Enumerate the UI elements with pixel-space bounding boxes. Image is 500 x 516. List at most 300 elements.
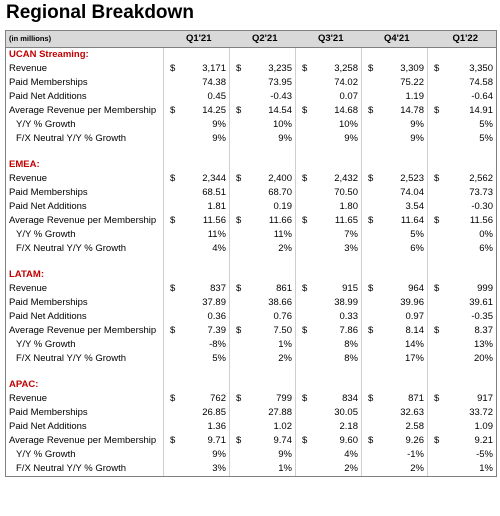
currency-symbol — [362, 118, 374, 132]
row-label: Y/Y % Growth — [6, 338, 164, 352]
column-header: Q3'21 — [296, 31, 362, 48]
empty-cell — [164, 268, 176, 282]
cell-value: 14.91 — [440, 104, 497, 118]
empty-cell — [164, 48, 176, 63]
currency-symbol — [362, 406, 374, 420]
cell-value: 9.26 — [374, 434, 428, 448]
currency-symbol: $ — [236, 215, 242, 226]
cell-value: 14% — [374, 338, 428, 352]
units-label: (in millions) — [6, 31, 164, 48]
cell-value: 74.04 — [374, 186, 428, 200]
cell-value: 2,432 — [308, 172, 362, 186]
empty-cell — [230, 158, 242, 172]
cell-value: 37.89 — [176, 296, 230, 310]
currency-symbol — [296, 132, 308, 146]
currency-symbol — [296, 76, 308, 90]
currency-symbol — [164, 76, 176, 90]
cell-value: 14.54 — [242, 104, 296, 118]
cell-value: 9.74 — [242, 434, 296, 448]
section-heading-row — [6, 378, 497, 392]
row-label: Revenue — [6, 172, 164, 186]
cell-value: 68.70 — [242, 186, 296, 200]
regional-breakdown-table — [5, 30, 497, 477]
cell-value: 8.37 — [440, 324, 497, 338]
cell-value: 915 — [308, 282, 362, 296]
currency-symbol — [296, 186, 308, 200]
empty-cell — [440, 48, 497, 63]
cell-value: 10% — [242, 118, 296, 132]
cell-value: 75.22 — [374, 76, 428, 90]
cell-value: 27.88 — [242, 406, 296, 420]
cell-value: 13% — [440, 338, 497, 352]
currency-symbol — [428, 76, 440, 90]
cell-value: 11.65 — [308, 214, 362, 228]
table-row — [6, 104, 497, 118]
empty-cell — [362, 268, 374, 282]
currency-symbol — [230, 420, 242, 434]
spacer-cell — [176, 366, 230, 378]
table-row — [6, 310, 497, 324]
table-row — [6, 434, 497, 448]
currency-symbol — [230, 132, 242, 146]
currency-symbol: $ — [164, 214, 176, 228]
cell-value: 2,523 — [374, 172, 428, 186]
currency-symbol — [164, 352, 176, 366]
row-label: Average Revenue per Membership — [6, 104, 164, 118]
spacer-cell — [176, 256, 230, 268]
row-label: Average Revenue per Membership — [6, 434, 164, 448]
cell-value: 14.78 — [374, 104, 428, 118]
currency-symbol — [428, 462, 440, 477]
empty-cell — [242, 48, 296, 63]
currency-symbol — [362, 420, 374, 434]
row-label: Paid Memberships — [6, 186, 164, 200]
currency-symbol — [230, 338, 242, 352]
section-heading: LATAM: — [6, 268, 164, 282]
cell-value: 6% — [440, 242, 497, 256]
page-title: Regional Breakdown — [6, 2, 194, 23]
spacer-cell — [164, 146, 176, 158]
currency-symbol: $ — [302, 173, 308, 184]
currency-symbol: $ — [164, 282, 176, 296]
cell-value: -8% — [176, 338, 230, 352]
cell-value: 8% — [308, 352, 362, 366]
cell-value: 1.09 — [440, 420, 497, 434]
spacer-cell — [308, 256, 362, 268]
spacer-cell — [428, 366, 440, 378]
currency-symbol: $ — [434, 393, 440, 404]
empty-cell — [374, 158, 428, 172]
cell-value: 0.19 — [242, 200, 296, 214]
currency-symbol: $ — [302, 63, 308, 74]
cell-value: 0.33 — [308, 310, 362, 324]
cell-value: 11% — [242, 228, 296, 242]
table-row — [6, 62, 497, 76]
currency-symbol: $ — [236, 63, 242, 74]
cell-value: 9.60 — [308, 434, 362, 448]
cell-value: 1% — [242, 338, 296, 352]
currency-symbol — [428, 242, 440, 256]
spacer-cell — [308, 146, 362, 158]
currency-symbol — [230, 90, 242, 104]
cell-value: -0.64 — [440, 90, 497, 104]
spacer-cell — [428, 256, 440, 268]
cell-value: 68.51 — [176, 186, 230, 200]
table-body — [6, 48, 497, 477]
currency-symbol — [164, 242, 176, 256]
currency-symbol — [230, 310, 242, 324]
spacer-cell — [296, 146, 308, 158]
currency-symbol: $ — [368, 325, 374, 336]
cell-value: 9% — [374, 132, 428, 146]
empty-cell — [440, 268, 497, 282]
currency-symbol: $ — [434, 325, 440, 336]
currency-symbol — [230, 406, 242, 420]
spacer-cell — [440, 256, 497, 268]
currency-symbol: $ — [164, 324, 176, 338]
cell-value: -5% — [440, 448, 497, 462]
cell-value: -0.30 — [440, 200, 497, 214]
cell-value: 9.71 — [176, 434, 230, 448]
section-heading-row — [6, 158, 497, 172]
currency-symbol — [164, 132, 176, 146]
currency-symbol — [164, 186, 176, 200]
cell-value: 861 — [242, 282, 296, 296]
currency-symbol — [362, 90, 374, 104]
cell-value: 2,562 — [440, 172, 497, 186]
currency-symbol: $ — [302, 393, 308, 404]
table-row — [6, 228, 497, 242]
cell-value: 2.18 — [308, 420, 362, 434]
currency-symbol — [362, 352, 374, 366]
currency-symbol — [296, 118, 308, 132]
cell-value: 871 — [374, 392, 428, 406]
empty-cell — [164, 158, 176, 172]
row-label: Average Revenue per Membership — [6, 214, 164, 228]
empty-cell — [374, 268, 428, 282]
currency-symbol: $ — [236, 105, 242, 116]
spacer-cell — [230, 366, 242, 378]
empty-cell — [374, 378, 428, 392]
cell-value: 74.02 — [308, 76, 362, 90]
currency-symbol — [428, 406, 440, 420]
empty-cell — [242, 378, 296, 392]
cell-value: 11.56 — [440, 214, 497, 228]
cell-value: 1.36 — [176, 420, 230, 434]
empty-cell — [362, 48, 374, 63]
table-row — [6, 132, 497, 146]
table-row — [6, 406, 497, 420]
currency-symbol — [296, 448, 308, 462]
spacer-cell — [242, 366, 296, 378]
currency-symbol: $ — [236, 283, 242, 294]
currency-symbol — [296, 406, 308, 420]
currency-symbol — [296, 90, 308, 104]
spacer-cell — [230, 256, 242, 268]
cell-value: 1.80 — [308, 200, 362, 214]
currency-symbol — [296, 310, 308, 324]
table-row — [6, 282, 497, 296]
empty-cell — [308, 158, 362, 172]
currency-symbol — [428, 90, 440, 104]
spacer-cell — [164, 256, 176, 268]
table-row — [6, 118, 497, 132]
spacer-row — [6, 256, 497, 268]
cell-value: 837 — [176, 282, 230, 296]
cell-value: 2,400 — [242, 172, 296, 186]
currency-symbol — [230, 76, 242, 90]
currency-symbol: $ — [434, 215, 440, 226]
currency-symbol: $ — [368, 435, 374, 446]
cell-value: 4% — [176, 242, 230, 256]
cell-value: 1.81 — [176, 200, 230, 214]
table-row — [6, 242, 497, 256]
currency-symbol — [230, 200, 242, 214]
row-label: Revenue — [6, 282, 164, 296]
currency-symbol: $ — [368, 173, 374, 184]
spacer-cell — [362, 366, 374, 378]
cell-value: 14.68 — [308, 104, 362, 118]
cell-value: 2% — [242, 352, 296, 366]
spacer-cell — [374, 366, 428, 378]
spacer-row — [6, 146, 497, 158]
empty-cell — [242, 268, 296, 282]
cell-value: 11% — [176, 228, 230, 242]
empty-cell — [230, 268, 242, 282]
currency-symbol — [428, 200, 440, 214]
cell-value: 2% — [242, 242, 296, 256]
cell-value: 2.58 — [374, 420, 428, 434]
currency-symbol: $ — [434, 105, 440, 116]
currency-symbol — [428, 420, 440, 434]
row-label: Paid Memberships — [6, 296, 164, 310]
cell-value: 74.58 — [440, 76, 497, 90]
currency-symbol — [164, 118, 176, 132]
currency-symbol — [164, 338, 176, 352]
cell-value: 5% — [440, 118, 497, 132]
currency-symbol — [428, 352, 440, 366]
cell-value: 32.63 — [374, 406, 428, 420]
cell-value: 3,258 — [308, 62, 362, 76]
cell-value: 17% — [374, 352, 428, 366]
currency-symbol: $ — [368, 63, 374, 74]
currency-symbol — [164, 310, 176, 324]
cell-value: 14.25 — [176, 104, 230, 118]
column-header: Q1'21 — [164, 31, 230, 48]
cell-value: 0.45 — [176, 90, 230, 104]
currency-symbol — [428, 296, 440, 310]
table-row — [6, 296, 497, 310]
spacer-cell — [6, 366, 164, 378]
currency-symbol: $ — [302, 215, 308, 226]
spacer-cell — [296, 256, 308, 268]
cell-value: 11.64 — [374, 214, 428, 228]
currency-symbol — [428, 118, 440, 132]
cell-value: 0.36 — [176, 310, 230, 324]
spacer-cell — [6, 256, 164, 268]
cell-value: 9% — [308, 132, 362, 146]
cell-value: 2,344 — [176, 172, 230, 186]
currency-symbol — [428, 186, 440, 200]
cell-value: 10% — [308, 118, 362, 132]
cell-value: 73.95 — [242, 76, 296, 90]
currency-symbol: $ — [302, 283, 308, 294]
currency-symbol — [296, 242, 308, 256]
cell-value: -0.35 — [440, 310, 497, 324]
table-row — [6, 324, 497, 338]
cell-value: 4% — [308, 448, 362, 462]
cell-value: 964 — [374, 282, 428, 296]
cell-value: 38.99 — [308, 296, 362, 310]
currency-symbol — [230, 242, 242, 256]
cell-value: 9% — [242, 448, 296, 462]
spacer-cell — [374, 146, 428, 158]
cell-value: 5% — [374, 228, 428, 242]
empty-cell — [176, 378, 230, 392]
currency-symbol — [362, 228, 374, 242]
currency-symbol — [362, 296, 374, 310]
currency-symbol: $ — [302, 435, 308, 446]
spacer-cell — [242, 256, 296, 268]
empty-cell — [440, 158, 497, 172]
row-label: Y/Y % Growth — [6, 228, 164, 242]
column-header: Q2'21 — [230, 31, 296, 48]
cell-value: 7.86 — [308, 324, 362, 338]
currency-symbol: $ — [434, 435, 440, 446]
row-label: Revenue — [6, 62, 164, 76]
empty-cell — [374, 48, 428, 63]
row-label: Y/Y % Growth — [6, 118, 164, 132]
cell-value: -1% — [374, 448, 428, 462]
table-row — [6, 338, 497, 352]
cell-value: 39.96 — [374, 296, 428, 310]
cell-value: 0.07 — [308, 90, 362, 104]
row-label: Paid Memberships — [6, 76, 164, 90]
currency-symbol — [230, 296, 242, 310]
row-label: Revenue — [6, 392, 164, 406]
empty-cell — [176, 48, 230, 63]
cell-value: 2% — [308, 462, 362, 477]
cell-value: 11.66 — [242, 214, 296, 228]
spacer-cell — [374, 256, 428, 268]
row-label: Paid Memberships — [6, 406, 164, 420]
empty-cell — [428, 268, 440, 282]
cell-value: 1.02 — [242, 420, 296, 434]
spacer-cell — [428, 146, 440, 158]
currency-symbol — [296, 296, 308, 310]
currency-symbol — [362, 242, 374, 256]
currency-symbol — [296, 200, 308, 214]
table-row — [6, 392, 497, 406]
currency-symbol: $ — [434, 63, 440, 74]
cell-value: 834 — [308, 392, 362, 406]
cell-value: 917 — [440, 392, 497, 406]
currency-symbol — [362, 186, 374, 200]
cell-value: 3,309 — [374, 62, 428, 76]
currency-symbol — [230, 118, 242, 132]
currency-symbol: $ — [302, 325, 308, 336]
spacer-cell — [230, 146, 242, 158]
row-label: F/X Neutral Y/Y % Growth — [6, 462, 164, 477]
spacer-cell — [176, 146, 230, 158]
empty-cell — [362, 378, 374, 392]
currency-symbol — [428, 448, 440, 462]
empty-cell — [176, 158, 230, 172]
cell-value: 38.66 — [242, 296, 296, 310]
empty-cell — [296, 268, 308, 282]
cell-value: 30.05 — [308, 406, 362, 420]
spacer-cell — [362, 256, 374, 268]
empty-cell — [242, 158, 296, 172]
cell-value: 74.38 — [176, 76, 230, 90]
currency-symbol: $ — [164, 392, 176, 406]
cell-value: 0.97 — [374, 310, 428, 324]
cell-value: 5% — [440, 132, 497, 146]
currency-symbol — [362, 310, 374, 324]
cell-value: 20% — [440, 352, 497, 366]
currency-symbol — [428, 338, 440, 352]
cell-value: 762 — [176, 392, 230, 406]
currency-symbol — [362, 338, 374, 352]
cell-value: 7.39 — [176, 324, 230, 338]
currency-symbol: $ — [236, 435, 242, 446]
spacer-cell — [440, 146, 497, 158]
table-row — [6, 214, 497, 228]
cell-value: 39.61 — [440, 296, 497, 310]
currency-symbol — [296, 420, 308, 434]
currency-symbol — [362, 132, 374, 146]
cell-value: 3,235 — [242, 62, 296, 76]
cell-value: 2% — [374, 462, 428, 477]
row-label: F/X Neutral Y/Y % Growth — [6, 352, 164, 366]
currency-symbol — [230, 462, 242, 477]
currency-symbol — [164, 90, 176, 104]
currency-symbol: $ — [164, 434, 176, 448]
table-row — [6, 420, 497, 434]
cell-value: 3,171 — [176, 62, 230, 76]
table-row — [6, 352, 497, 366]
cell-value: 3% — [308, 242, 362, 256]
currency-symbol — [164, 406, 176, 420]
empty-cell — [296, 378, 308, 392]
spacer-cell — [164, 366, 176, 378]
table-row — [6, 200, 497, 214]
row-label: Paid Net Additions — [6, 310, 164, 324]
currency-symbol — [362, 200, 374, 214]
empty-cell — [296, 158, 308, 172]
currency-symbol — [428, 310, 440, 324]
empty-cell — [296, 48, 308, 63]
cell-value: 9% — [242, 132, 296, 146]
currency-symbol — [164, 200, 176, 214]
empty-cell — [308, 378, 362, 392]
currency-symbol — [428, 228, 440, 242]
spacer-cell — [308, 366, 362, 378]
currency-symbol: $ — [368, 215, 374, 226]
spacer-row — [6, 366, 497, 378]
currency-symbol: $ — [434, 173, 440, 184]
table-row — [6, 76, 497, 90]
cell-value: 5% — [176, 352, 230, 366]
currency-symbol — [362, 448, 374, 462]
cell-value: 11.56 — [176, 214, 230, 228]
cell-value: 1.19 — [374, 90, 428, 104]
empty-cell — [362, 158, 374, 172]
currency-symbol: $ — [236, 393, 242, 404]
table-row — [6, 462, 497, 477]
table-row — [6, 448, 497, 462]
currency-symbol: $ — [368, 283, 374, 294]
